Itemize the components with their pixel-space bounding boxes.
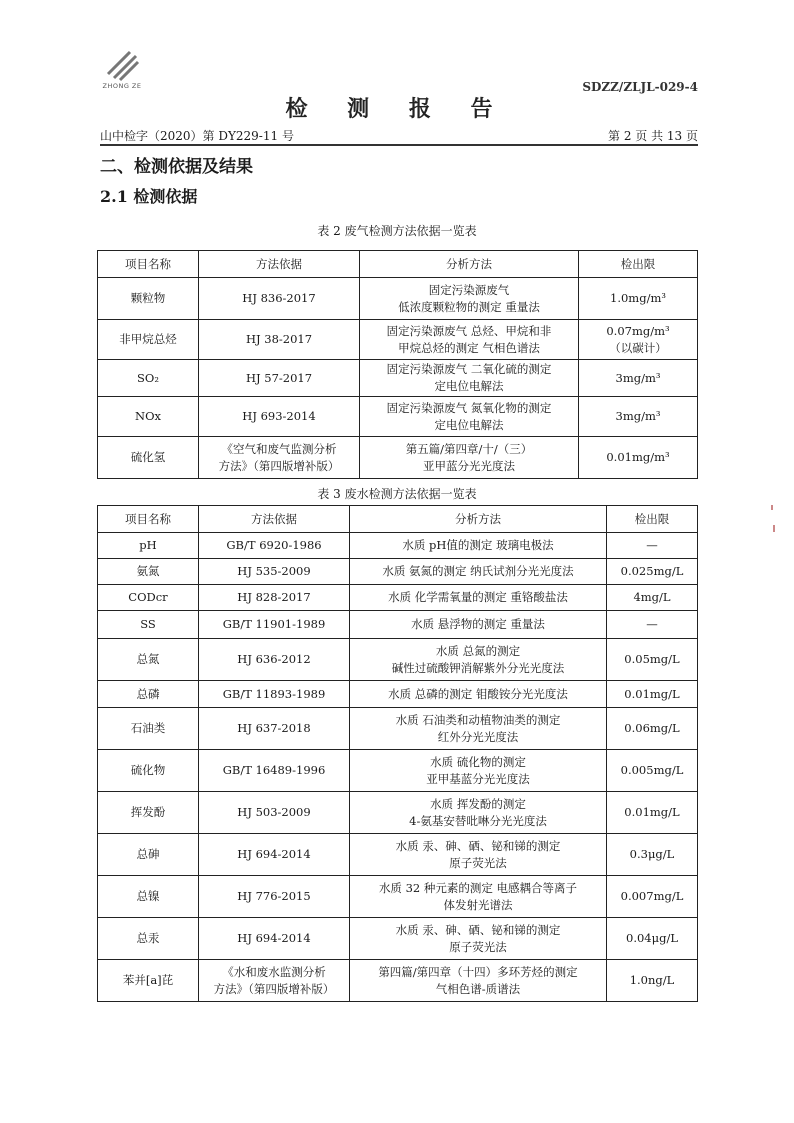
item-cell: SO₂ [98,360,199,397]
limit-cell [607,585,698,611]
item-cell: 非甲烷总烃 [98,320,199,360]
limit-text: 3mg/m³ [615,370,661,385]
subsection-heading: 2.1 检测依据 [100,187,198,206]
item-cell: 总镍 [98,876,199,918]
method-text: 固定污染源废气 氮氧化物的测定 [386,400,552,415]
column-header: 检出限 [579,251,698,278]
table-row [98,681,698,708]
method-text: 水质 总磷的测定 钼酸铵分光光度法 [388,686,568,701]
item-cell: 硫化物 [98,750,199,792]
method-cell [350,611,607,639]
limit-cell [607,639,698,681]
table-row [98,278,698,320]
table-row [98,611,698,639]
basis-cell [199,320,360,360]
limit-text: 0.01mg/m³ [606,450,670,464]
logo-mark-icon [100,44,144,82]
basis-cell [199,278,360,320]
section-heading: 二、检测依据及结果 [100,157,253,177]
basis-cell [199,876,350,918]
method-text: 水质 pH值的测定 玻璃电极法 [402,538,554,552]
table-row [98,792,698,834]
method-cell [350,708,607,750]
table-row [98,320,698,360]
basis-text: HJ 637-2018 [237,721,311,735]
basis-cell [199,611,350,639]
method-text: 水质 石油类和动植物油类的测定 [395,712,561,727]
limit-text: 0.3μg/L [629,847,675,861]
document-title: 检 测 报 告 [285,96,509,122]
method-cell [360,320,579,360]
method-text: 固定污染源废气 总烃、甲烷和非 [386,323,552,338]
table-row [98,585,698,611]
item-cell: 总砷 [98,834,199,876]
item-cell: 总氮 [98,639,199,681]
logo-text: ZHONG ZE [102,82,142,90]
basis-cell [199,750,350,792]
limit-text: 0.04μg/L [626,931,678,945]
basis-cell [199,708,350,750]
limit-cell [607,708,698,750]
basis-cell [199,397,360,437]
limit-cell [579,360,698,397]
method-text: 水质 化学需氧量的测定 重铬酸盐法 [388,590,568,604]
item-cell: 苯并[a]芘 [98,960,199,1002]
column-header: 分析方法 [350,506,607,533]
basis-cell [199,834,350,876]
column-header: 项目名称 [98,251,199,278]
limit-text: 4mg/L [633,590,671,604]
method-cell [350,533,607,559]
basis-text: 《水和废水监测分析 [222,964,326,979]
basis-text: HJ 836-2017 [242,291,316,305]
table-row [98,918,698,960]
basis-cell [199,437,360,479]
method-cell [350,792,607,834]
method-text: 气相色谱-质谱法 [435,981,521,996]
limit-cell [607,750,698,792]
limit-cell [607,611,698,639]
method-text: 低浓度颗粒物的测定 重量法 [398,299,540,314]
company-logo [100,44,144,96]
limit-text: 0.01mg/L [624,686,680,701]
report-number: 山中检字（2020）第 DY229-11 号 [100,129,294,143]
method-cell [350,876,607,918]
basis-text: GB/T 11901-1989 [222,617,326,631]
limit-text: 0.005mg/L [620,763,684,777]
basis-cell [199,960,350,1002]
method-text: 红外分光光度法 [437,729,519,744]
item-cell: 硫化氢 [98,437,199,479]
method-cell [350,918,607,960]
basis-cell [199,559,350,585]
item-cell: 石油类 [98,708,199,750]
basis-text: HJ 38-2017 [245,332,313,346]
method-text: 原子荧光法 [449,855,507,870]
method-text: 水质 氨氮的测定 纳氏试剂分光光度法 [382,564,574,578]
page-info: 第 2 页 共 13 页 [608,129,698,143]
basis-text: HJ 693-2014 [242,409,316,423]
limit-cell [579,278,698,320]
basis-text: HJ 636-2012 [237,652,311,666]
limit-text: 0.05mg/L [624,652,680,666]
basis-text: GB/T 16489-1996 [222,763,326,777]
method-text: 水质 悬浮物的测定 重量法 [411,617,545,631]
method-text: 水质 挥发酚的测定 [430,796,526,811]
limit-cell [607,792,698,834]
basis-cell [199,360,360,397]
limit-text: （以碳计） [609,340,667,355]
table-header-row [98,251,698,278]
method-text: 亚甲蓝分光光度法 [423,458,515,473]
item-cell: 氨氮 [98,559,199,585]
table2-caption: 表 2 废气检测方法依据一览表 [317,224,477,238]
basis-text: 《空气和废气监测分析 [221,441,337,456]
basis-text: 方法》（第四版增补版） [218,458,340,473]
basis-text: HJ 694-2014 [237,931,311,945]
table-row [98,834,698,876]
basis-cell [199,681,350,708]
method-cell [350,639,607,681]
table-row [98,360,698,397]
limit-cell [607,918,698,960]
limit-text: — [646,538,658,552]
method-text: 固定污染源废气 二氧化硫的测定 [386,362,552,376]
basis-text: GB/T 11893-1989 [222,686,326,701]
method-text: 水质 汞、砷、硒、铋和锑的测定 [395,922,561,937]
limit-text: 0.025mg/L [620,564,684,578]
method-cell [360,278,579,320]
table-row [98,750,698,792]
table-row [98,876,698,918]
table3-caption: 表 3 废水检测方法依据一览表 [317,487,477,501]
method-text: 第四篇/第四章（十四）多环芳烃的测定 [378,964,578,979]
table-row [98,397,698,437]
item-cell: SS [98,611,199,639]
method-text: 水质 总氮的测定 [435,643,521,658]
basis-text: HJ 57-2017 [245,370,313,385]
basis-text: HJ 828-2017 [237,590,311,604]
method-cell [350,559,607,585]
item-cell: 挥发酚 [98,792,199,834]
method-cell [360,360,579,397]
method-text: 碱性过硫酸钾消解紫外分光光度法 [391,660,565,675]
method-text: 定电位电解法 [434,417,504,432]
column-header: 检出限 [607,506,698,533]
waste-gas-methods-table [97,250,698,479]
column-header: 方法依据 [199,506,350,533]
column-header: 方法依据 [199,251,360,278]
basis-text: 方法》（第四版增补版） [213,981,335,996]
item-cell: 总磷 [98,681,199,708]
method-text: 水质 32 种元素的测定 电感耦合等离子 [378,880,578,895]
method-text: 水质 汞、砷、硒、铋和锑的测定 [395,838,561,853]
limit-text: 0.007mg/L [620,889,684,903]
item-cell: 总汞 [98,918,199,960]
method-cell [350,960,607,1002]
document-code: SDZZ/ZLJL-029-4 [582,80,698,94]
table-header-row [98,506,698,533]
method-cell [360,437,579,479]
basis-cell [199,585,350,611]
method-cell [360,397,579,437]
limit-text: 0.07mg/m³ [606,323,670,338]
basis-cell [199,918,350,960]
method-text: 体发射光谱法 [443,897,513,912]
item-cell: pH [98,533,199,559]
limit-cell [607,834,698,876]
basis-text: HJ 535-2009 [237,564,311,578]
basis-cell [199,533,350,559]
table-row [98,708,698,750]
item-cell: CODcr [98,585,199,611]
limit-cell [579,320,698,360]
item-cell: 颗粒物 [98,278,199,320]
basis-text: GB/T 6920-1986 [226,538,322,552]
method-text: 水质 硫化物的测定 [430,754,526,769]
margin-mark [773,525,775,532]
limit-text: — [646,617,658,631]
method-cell [350,585,607,611]
limit-cell [607,681,698,708]
limit-cell [579,397,698,437]
table-row [98,559,698,585]
table-row [98,437,698,479]
limit-text: 1.0ng/L [629,973,675,987]
limit-text: 3mg/m³ [615,409,661,423]
basis-cell [199,792,350,834]
basis-text: HJ 694-2014 [237,847,311,861]
wastewater-methods-table [97,505,698,1002]
limit-cell [607,533,698,559]
method-text: 第五篇/第四章/十/（三） [405,441,533,456]
table-row [98,960,698,1002]
limit-text: 1.0mg/m³ [610,291,666,305]
column-header: 分析方法 [360,251,579,278]
column-header: 项目名称 [98,506,199,533]
item-cell: NOx [98,397,199,437]
method-text: 定电位电解法 [434,379,504,393]
method-text: 甲烷总烃的测定 气相色谱法 [398,340,540,355]
header-rule [100,144,698,146]
basis-text: HJ 503-2009 [237,805,311,819]
limit-cell [607,559,698,585]
method-cell [350,834,607,876]
margin-mark [771,505,773,510]
basis-cell [199,639,350,681]
method-text: 亚甲基蓝分光光度法 [426,771,530,786]
method-text: 固定污染源废气 [428,282,510,297]
method-text: 4-氨基安替吡啉分光光度法 [409,813,547,828]
limit-text: 0.06mg/L [624,721,680,735]
limit-text: 0.01mg/L [624,805,680,819]
method-text: 原子荧光法 [449,939,507,954]
table-row [98,639,698,681]
limit-cell [607,960,698,1002]
method-cell [350,681,607,708]
basis-text: HJ 776-2015 [237,889,311,903]
limit-cell [579,437,698,479]
method-cell [350,750,607,792]
limit-cell [607,876,698,918]
table-row [98,533,698,559]
